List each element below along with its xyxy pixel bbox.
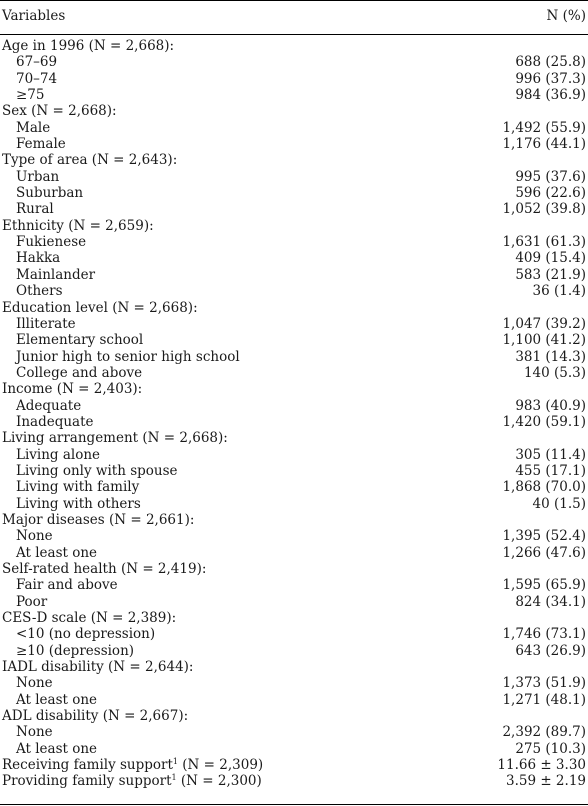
row-label: <10 (no depression)	[16, 626, 156, 643]
row-label: ≥75	[16, 87, 45, 104]
row-label: None	[16, 528, 53, 545]
row-value: 1,395 (52.4)	[502, 528, 586, 545]
table-row	[0, 365, 588, 381]
row-label: Sex (N = 2,668):	[2, 103, 117, 120]
row-value: 381 (14.3)	[515, 348, 586, 365]
row-value: 11.66 ± 3.30	[497, 757, 586, 774]
table-row	[0, 528, 588, 544]
row-label: Inadequate	[16, 413, 94, 430]
row-value: 2,392 (89.7)	[502, 724, 586, 741]
row-value: 643 (26.9)	[515, 642, 586, 659]
row-value: 1,746 (73.1)	[502, 626, 586, 643]
row-label: Adequate	[16, 397, 82, 414]
table-row	[0, 741, 588, 757]
row-value: 1,271 (48.1)	[502, 691, 586, 708]
table-row	[0, 54, 588, 70]
row-label: At least one	[16, 691, 98, 708]
row-label: CES-D scale (N = 2,389):	[2, 610, 177, 627]
row-label: Rural	[16, 201, 54, 218]
row-value: 409 (15.4)	[515, 250, 586, 267]
table-group-row	[0, 152, 588, 168]
table-row	[0, 316, 588, 332]
row-value: 688 (25.8)	[515, 54, 586, 71]
row-value: 824 (34.1)	[515, 593, 586, 610]
row-label: Type of area (N = 2,643):	[2, 152, 178, 169]
row-label: Elementary school	[16, 332, 144, 349]
row-value: 583 (21.9)	[515, 266, 586, 283]
row-value: 996 (37.3)	[515, 70, 586, 87]
table-row	[0, 349, 588, 365]
row-value: 3.59 ± 2.19	[505, 773, 586, 790]
row-label: Hakka	[16, 250, 61, 267]
row-label: Mainlander	[16, 266, 96, 283]
table-row	[0, 283, 588, 299]
table-row	[0, 201, 588, 217]
row-value: 140 (5.3)	[523, 364, 586, 381]
row-label: Others	[16, 283, 63, 300]
row-value: 1,595 (65.9)	[502, 577, 586, 594]
table-row	[0, 136, 588, 152]
row-label: Suburban	[16, 185, 84, 202]
table-row	[0, 479, 588, 495]
row-value: 984 (36.9)	[515, 87, 586, 104]
table-row	[0, 675, 588, 691]
table-row	[0, 87, 588, 103]
table-group-row	[0, 757, 588, 773]
table-row	[0, 463, 588, 479]
row-label: Education level (N = 2,668):	[2, 299, 198, 316]
row-label: Fair and above	[16, 577, 118, 594]
row-value: 596 (22.6)	[515, 185, 586, 202]
table-group-row	[0, 381, 588, 397]
table-row	[0, 120, 588, 136]
table-group-row	[0, 103, 588, 119]
table-row	[0, 545, 588, 561]
table-group-row	[0, 300, 588, 316]
bottom-rule	[0, 804, 588, 805]
row-label: Income (N = 2,403):	[2, 381, 143, 398]
table-row	[0, 234, 588, 250]
row-label: IADL disability (N = 2,644):	[2, 659, 194, 676]
row-value: 1,492 (55.9)	[502, 119, 586, 136]
table-row	[0, 185, 588, 201]
row-label: Ethnicity (N = 2,659):	[2, 217, 154, 234]
row-value: 1,266 (47.6)	[502, 544, 586, 561]
table-group-row	[0, 430, 588, 446]
row-label: ADL disability (N = 2,667):	[2, 708, 189, 725]
table-row	[0, 724, 588, 740]
row-label: Illiterate	[16, 315, 76, 332]
row-value: 1,052 (39.8)	[502, 201, 586, 218]
table-group-row	[0, 659, 588, 675]
table-row	[0, 169, 588, 185]
row-value: 1,100 (41.2)	[502, 332, 586, 349]
row-label: Urban	[16, 168, 60, 185]
row-label: Self-rated health (N = 2,419):	[2, 561, 207, 577]
table-row	[0, 594, 588, 610]
row-label: Poor	[16, 593, 48, 610]
header-rule	[0, 34, 588, 35]
table-row	[0, 414, 588, 430]
table-row	[0, 398, 588, 414]
table-row	[0, 643, 588, 659]
row-label: None	[16, 724, 53, 741]
row-label: 70–74	[16, 70, 58, 87]
row-label: Living alone	[16, 446, 101, 463]
row-label: Female	[16, 136, 66, 153]
table-row	[0, 447, 588, 463]
row-value: 1,868 (70.0)	[502, 479, 586, 496]
row-label: Providing family support$^1$ (N = 2,300)	[2, 773, 262, 790]
table-group-row	[0, 708, 588, 724]
footnote-marker: 1	[172, 757, 178, 767]
table-group-row	[0, 38, 588, 54]
row-label: Male	[16, 119, 51, 136]
table-group-row	[0, 561, 588, 577]
table-row	[0, 496, 588, 512]
row-label: Fukienese	[16, 234, 87, 251]
row-value: 995 (37.6)	[515, 168, 586, 185]
row-label: Major diseases (N = 2,661):	[2, 511, 195, 528]
row-label: Living with family	[16, 479, 140, 496]
row-value: 1,420 (59.1)	[502, 413, 586, 430]
row-label: At least one	[16, 544, 98, 561]
table-row	[0, 692, 588, 708]
row-label: Receiving family support$^1$ (N = 2,309)	[2, 757, 264, 774]
table-row	[0, 577, 588, 593]
row-label: At least one	[16, 740, 98, 757]
row-value: 36 (1.4)	[532, 283, 586, 300]
row-label: 67–69	[16, 54, 58, 71]
row-value: 275 (10.3)	[515, 740, 586, 757]
table-body	[0, 38, 588, 790]
table-group-row	[0, 773, 588, 789]
table-row	[0, 332, 588, 348]
row-label: College and above	[16, 364, 143, 381]
footnote-marker: 1	[171, 773, 177, 783]
table-row	[0, 71, 588, 87]
row-value: 305 (11.4)	[515, 446, 586, 463]
table-row	[0, 250, 588, 266]
row-label: Living only with spouse	[16, 462, 178, 479]
row-label: Living with others	[16, 495, 141, 512]
row-value: 1,047 (39.2)	[502, 315, 586, 332]
table-group-row	[0, 218, 588, 234]
row-label: Junior high to senior high school	[16, 348, 240, 365]
row-value: 1,373 (51.9)	[502, 675, 586, 692]
row-value: 1,631 (61.3)	[502, 234, 586, 251]
row-label: Age in 1996 (N = 2,668):	[2, 38, 175, 54]
row-label: ≥10 (depression)	[16, 642, 135, 659]
row-value: 455 (17.1)	[515, 462, 586, 479]
row-value: 40 (1.5)	[532, 495, 586, 512]
row-value: 1,176 (44.1)	[502, 136, 586, 153]
table-row	[0, 267, 588, 283]
table-group-row	[0, 512, 588, 528]
row-label: None	[16, 675, 53, 692]
table-group-row	[0, 610, 588, 626]
row-value: 983 (40.9)	[515, 397, 586, 414]
table-header	[0, 0, 588, 34]
header-variables: Variables	[2, 8, 66, 24]
header-n-pct: N (%)	[546, 8, 586, 24]
table-row	[0, 626, 588, 642]
row-label: Living arrangement (N = 2,668):	[2, 430, 228, 447]
